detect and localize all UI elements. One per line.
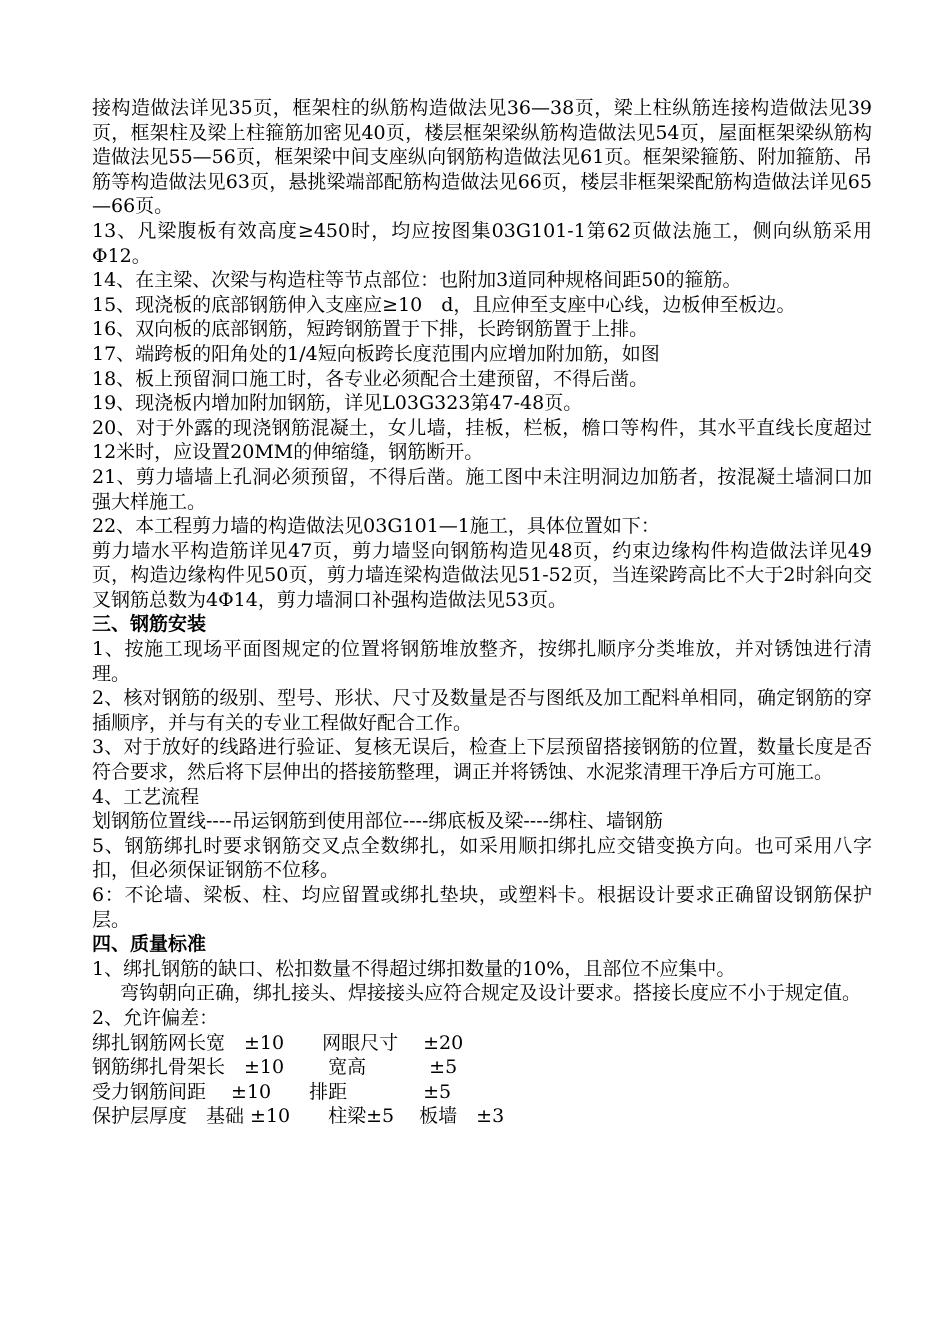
section-heading-quality-standard: 四、质量标准 xyxy=(92,933,207,956)
item-14: 14、在主梁、次梁与构造柱等节点部位：也附加3道同种规格间距50的箍筋。 xyxy=(92,269,742,292)
item-16: 16、双向板的底部钢筋，短跨钢筋置于下排，长跨钢筋置于上排。 xyxy=(92,318,649,341)
item-13: 13、凡梁腹板有效高度≥450时，均应按图集03G101-1第62页做法施工，侧向纵筋采用Φ12。 xyxy=(92,219,872,267)
install-item-6: 6：不论墙、梁板、柱、均应留置或绑扎垫块，或塑料卡。根据设计要求正确留设钢筋保护层。 xyxy=(92,884,872,931)
paragraph-continuation: 接构造做法详见35页，框架柱的纵筋构造做法见36—38页，梁上柱纵筋连接构造做法见39页，框架柱及梁上柱箍筋加密见40页，楼层框架梁纵筋构造做法见54页，屋面框架梁纵筋构造做法见55—56页，框架梁中间支座纵向钢筋构造做法见61页。框架梁箍筋、附加箍筋、吊筋等构造做法见63页，悬挑梁端部配筋构造做法见66页，楼层非框架梁配筋构造做法详见65—66页。 xyxy=(92,97,872,218)
quality-item-1-continued: 弯钩朝向正确，绑扎接头、焊接接头应符合规定及设计要求。搭接长度应不小于规定值。 xyxy=(120,982,862,1005)
tolerance-line: 受力钢筋间距 ±10 排距 ±5 xyxy=(92,1080,452,1103)
install-item-5: 5、钢筋绑扎时要求钢筋交叉点全数绑扎，如采用顺扣绑扎应交错变换方向。也可采用八字扣，但必须保证钢筋不位移。 xyxy=(92,834,872,882)
install-item-4: 4、工艺流程 xyxy=(92,785,200,808)
process-flow: 划钢筋位置线----吊运钢筋到使用部位----绑底板及梁----绑柱、墙钢筋 xyxy=(92,810,664,833)
item-20: 20、对于外露的现浇钢筋混凝土，女儿墙，挂板，栏板，檐口等构件，其水平直线长度超过12米时，应设置20MM的伸缩缝，钢筋断开。 xyxy=(92,416,872,464)
item-19: 19、现浇板内增加附加钢筋，详见L03G323第47-48页。 xyxy=(92,392,583,415)
item-21: 21、剪力墙墙上孔洞必须预留，不得后凿。施工图中未注明洞边加筋者，按混凝土墙洞口加强大样施工。 xyxy=(92,465,872,513)
quality-item-2: 2、允许偏差： xyxy=(92,1006,219,1029)
install-item-3: 3、对于放好的线路进行验证、复核无误后，检查上下层预留搭接钢筋的位置，数量长度是否符合要求，然后将下层伸出的搭接筋整理，调正并将锈蚀、水泥浆清理干净后方可施工。 xyxy=(92,736,872,784)
install-item-2: 2、核对钢筋的级别、型号、形状、尺寸及数量是否与图纸及加工配料单相同，确定钢筋的穿插顺序，并与有关的专业工程做好配合工作。 xyxy=(92,687,872,734)
item-15: 15、现浇板的底部钢筋伸入支座应≥10 d，且应伸至支座中心线，边板伸至板边。 xyxy=(92,293,796,316)
quality-item-1: 1、绑扎钢筋的缺口、松扣数量不得超过绑扣数量的10%，且部位不应集中。 xyxy=(92,957,736,980)
tolerance-line: 绑扎钢筋网长宽 ±10 网眼尺寸 ±20 xyxy=(92,1031,464,1054)
item-22-detail: 剪力墙水平构造筋详见47页，剪力墙竖向钢筋构造见48页，约束边缘构件构造做法详见49页，构造边缘构件见50页，剪力墙连梁构造做法见51-52页，当连梁跨高比不大于2时斜向交叉钢筋总数为4Φ14，剪力墙洞口补强构造做法见53页。 xyxy=(92,539,872,611)
tolerance-line: 保护层厚度 基础 ±10 柱梁±5 板墙 ±3 xyxy=(92,1105,505,1128)
item-17: 17、端跨板的阳角处的1/4短向板跨长度范围内应增加附加筋，如图 xyxy=(92,342,660,365)
tolerance-line: 钢筋绑扎骨架长 ±10 宽高 ±5 xyxy=(92,1056,458,1079)
item-22: 22、本工程剪力墙的构造做法见03G101—1施工，具体位置如下： xyxy=(92,515,660,538)
section-heading-rebar-installation: 三、钢筋安装 xyxy=(92,613,207,636)
document-page xyxy=(92,96,872,1129)
item-18: 18、板上预留洞口施工时，各专业必须配合土建预留，不得后凿。 xyxy=(92,367,649,390)
install-item-1: 1、按施工现场平面图规定的位置将钢筋堆放整齐，按绑扎顺序分类堆放，并对锈蚀进行清理。 xyxy=(92,638,872,685)
